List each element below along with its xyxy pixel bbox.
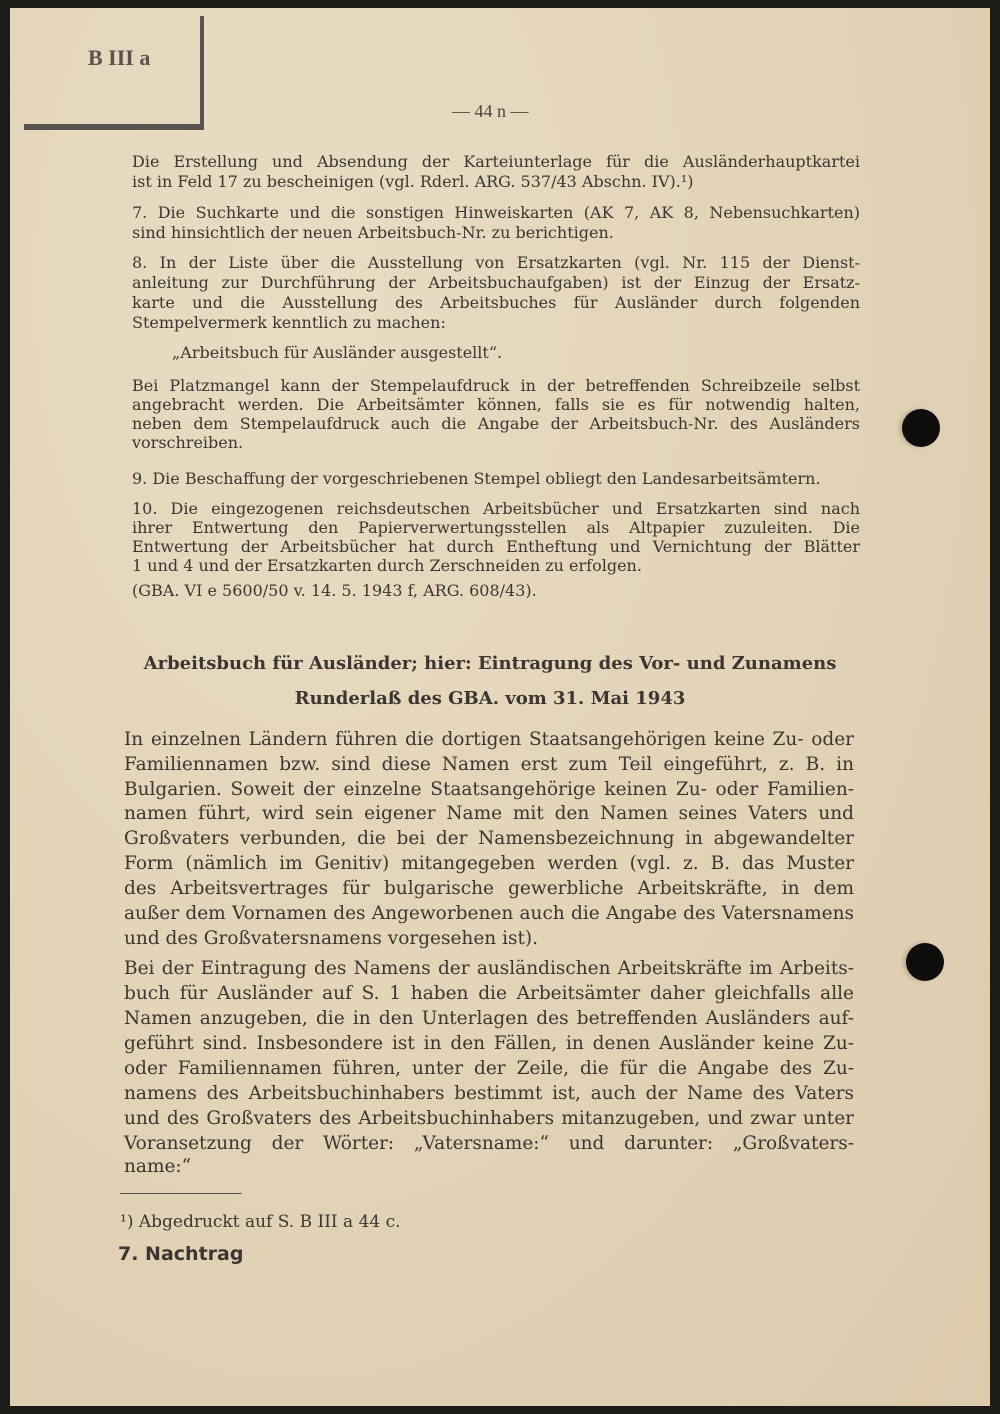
stamp-quote: „Arbeitsbuch für Ausländer ausgestellt“. — [172, 343, 503, 362]
text-line: geführt sind. Insbesondere ist in den Fällen, in denen Ausländer keine Zu- — [124, 1033, 854, 1054]
text-line: Familiennamen bzw. sind diese Namen erst zum Teil eingeführt, z. B. in — [124, 754, 854, 775]
text-line: namens des Arbeitsbuchinhabers bestimmt ist, auch der Name des Vaters — [124, 1083, 854, 1104]
text-line: sind hinsichtlich der neuen Arbeitsbuch-Nr. zu berichtigen. — [132, 223, 614, 242]
text-line: Bulgarien. Soweit der einzelne Staatsangehörige keinen Zu- oder Familien- — [124, 779, 854, 800]
reference-citation: (GBA. VI e 5600/50 v. 14. 5. 1943 f, ARG. 608/43). — [132, 581, 537, 600]
section-title: Arbeitsbuch für Ausländer; hier: Eintragung des Vor- und Zunamens — [143, 653, 837, 674]
text-line: des Arbeitsvertrages für bulgarische gewerbliche Arbeitskräfte, in dem — [124, 878, 854, 899]
text-line: Bei Platzmangel kann der Stempelaufdruck in der betreffenden Schreibzeile selbst — [132, 376, 860, 395]
text-line: karte und die Ausstellung des Arbeitsbuches für Ausländer durch folgenden — [132, 293, 860, 312]
text-line: Großvaters verbunden, die bei der Namensbezeichnung in abgewandelter — [124, 828, 854, 849]
text-line: und des Großvaters des Arbeitsbuchinhabers mitanzugeben, und zwar unter — [124, 1108, 854, 1129]
text-line: namen führt, wird sein eigener Name mit den Namen seines Vaters und — [124, 803, 854, 824]
text-line: 7. Die Suchkarte und die sonstigen Hinweiskarten (AK 7, AK 8, Nebensuchkarten) — [132, 203, 860, 222]
text-line: vorschreiben. — [132, 433, 244, 452]
text-line: Die Erstellung und Absendung der Karteiunterlage für die Ausländerhauptkartei — [132, 152, 860, 171]
punch-hole-icon — [906, 943, 944, 981]
text-line: anleitung zur Durchführung der Arbeitsbuchaufgaben) ist der Einzug der Ersatz- — [132, 273, 860, 292]
text-line: In einzelnen Ländern führen die dortigen Staatsangehörigen keine Zu- oder — [124, 729, 854, 750]
section-tab-label: B III a — [88, 45, 151, 70]
text-line: Form (nämlich im Genitiv) mitangegeben werden (vgl. z. B. das Muster — [124, 853, 854, 874]
text-line: außer dem Vornamen des Angeworbenen auch die Angabe des Vatersnamens — [124, 903, 854, 924]
text-line: 9. Die Beschaffung der vorgeschriebenen Stempel obliegt den Landesarbeitsämtern. — [132, 469, 821, 488]
text-line: Namen anzugeben, die in den Unterlagen des betreffenden Ausländers auf- — [124, 1008, 854, 1029]
text-line: 10. Die eingezogenen reichsdeutschen Arbeitsbücher und Ersatzkarten sind nach — [132, 499, 860, 518]
punch-hole-icon — [902, 409, 940, 447]
text-line: buch für Ausländer auf S. 1 haben die Arbeitsämter daher gleichfalls alle — [124, 983, 854, 1004]
section-tab-box — [24, 16, 204, 130]
text-line: und des Großvatersnamens vorgesehen ist). — [124, 928, 539, 949]
text-line: 8. In der Liste über die Ausstellung von Ersatzkarten (vgl. Nr. 115 der Dienst- — [132, 253, 860, 272]
text-line: Voransetzung der Wörter: „Vatersname:“ und darunter: „Großvaters- — [124, 1133, 854, 1154]
supplement-label: 7. Nachtrag — [118, 1243, 244, 1265]
page-number: — 44 n — — [452, 101, 529, 121]
footnote: ¹) Abgedruckt auf S. B III a 44 c. — [120, 1212, 401, 1232]
footnote-divider — [120, 1193, 242, 1194]
text-line: Entwertung der Arbeitsbücher hat durch Entheftung und Vernichtung der Blätter — [132, 537, 860, 556]
text-line: angebracht werden. Die Arbeitsämter können, falls sie es für notwendig halten, — [132, 395, 860, 414]
text-line: neben dem Stempelaufdruck auch die Angabe der Arbeitsbuch-Nr. des Ausländers — [132, 414, 860, 433]
text-line: Stempelvermerk kenntlich zu machen: — [132, 313, 446, 332]
text-line: Bei der Eintragung des Namens der ausländischen Arbeitskräfte im Arbeits- — [124, 958, 854, 979]
text-line: 1 und 4 und der Ersatzkarten durch Zerschneiden zu erfolgen. — [132, 556, 642, 575]
text-line: oder Familiennamen führen, unter der Zeile, die für die Angabe des Zu- — [124, 1058, 854, 1079]
text-line: name:“ — [124, 1156, 192, 1177]
text-line: ist in Feld 17 zu bescheinigen (vgl. Rderl. ARG. 537/43 Abschn. IV).¹) — [132, 172, 694, 191]
section-subtitle: Runderlaß des GBA. vom 31. Mai 1943 — [294, 688, 686, 709]
text-line: ihrer Entwertung den Papierverwertungsstellen als Altpapier zuzuleiten. Die — [132, 518, 860, 537]
